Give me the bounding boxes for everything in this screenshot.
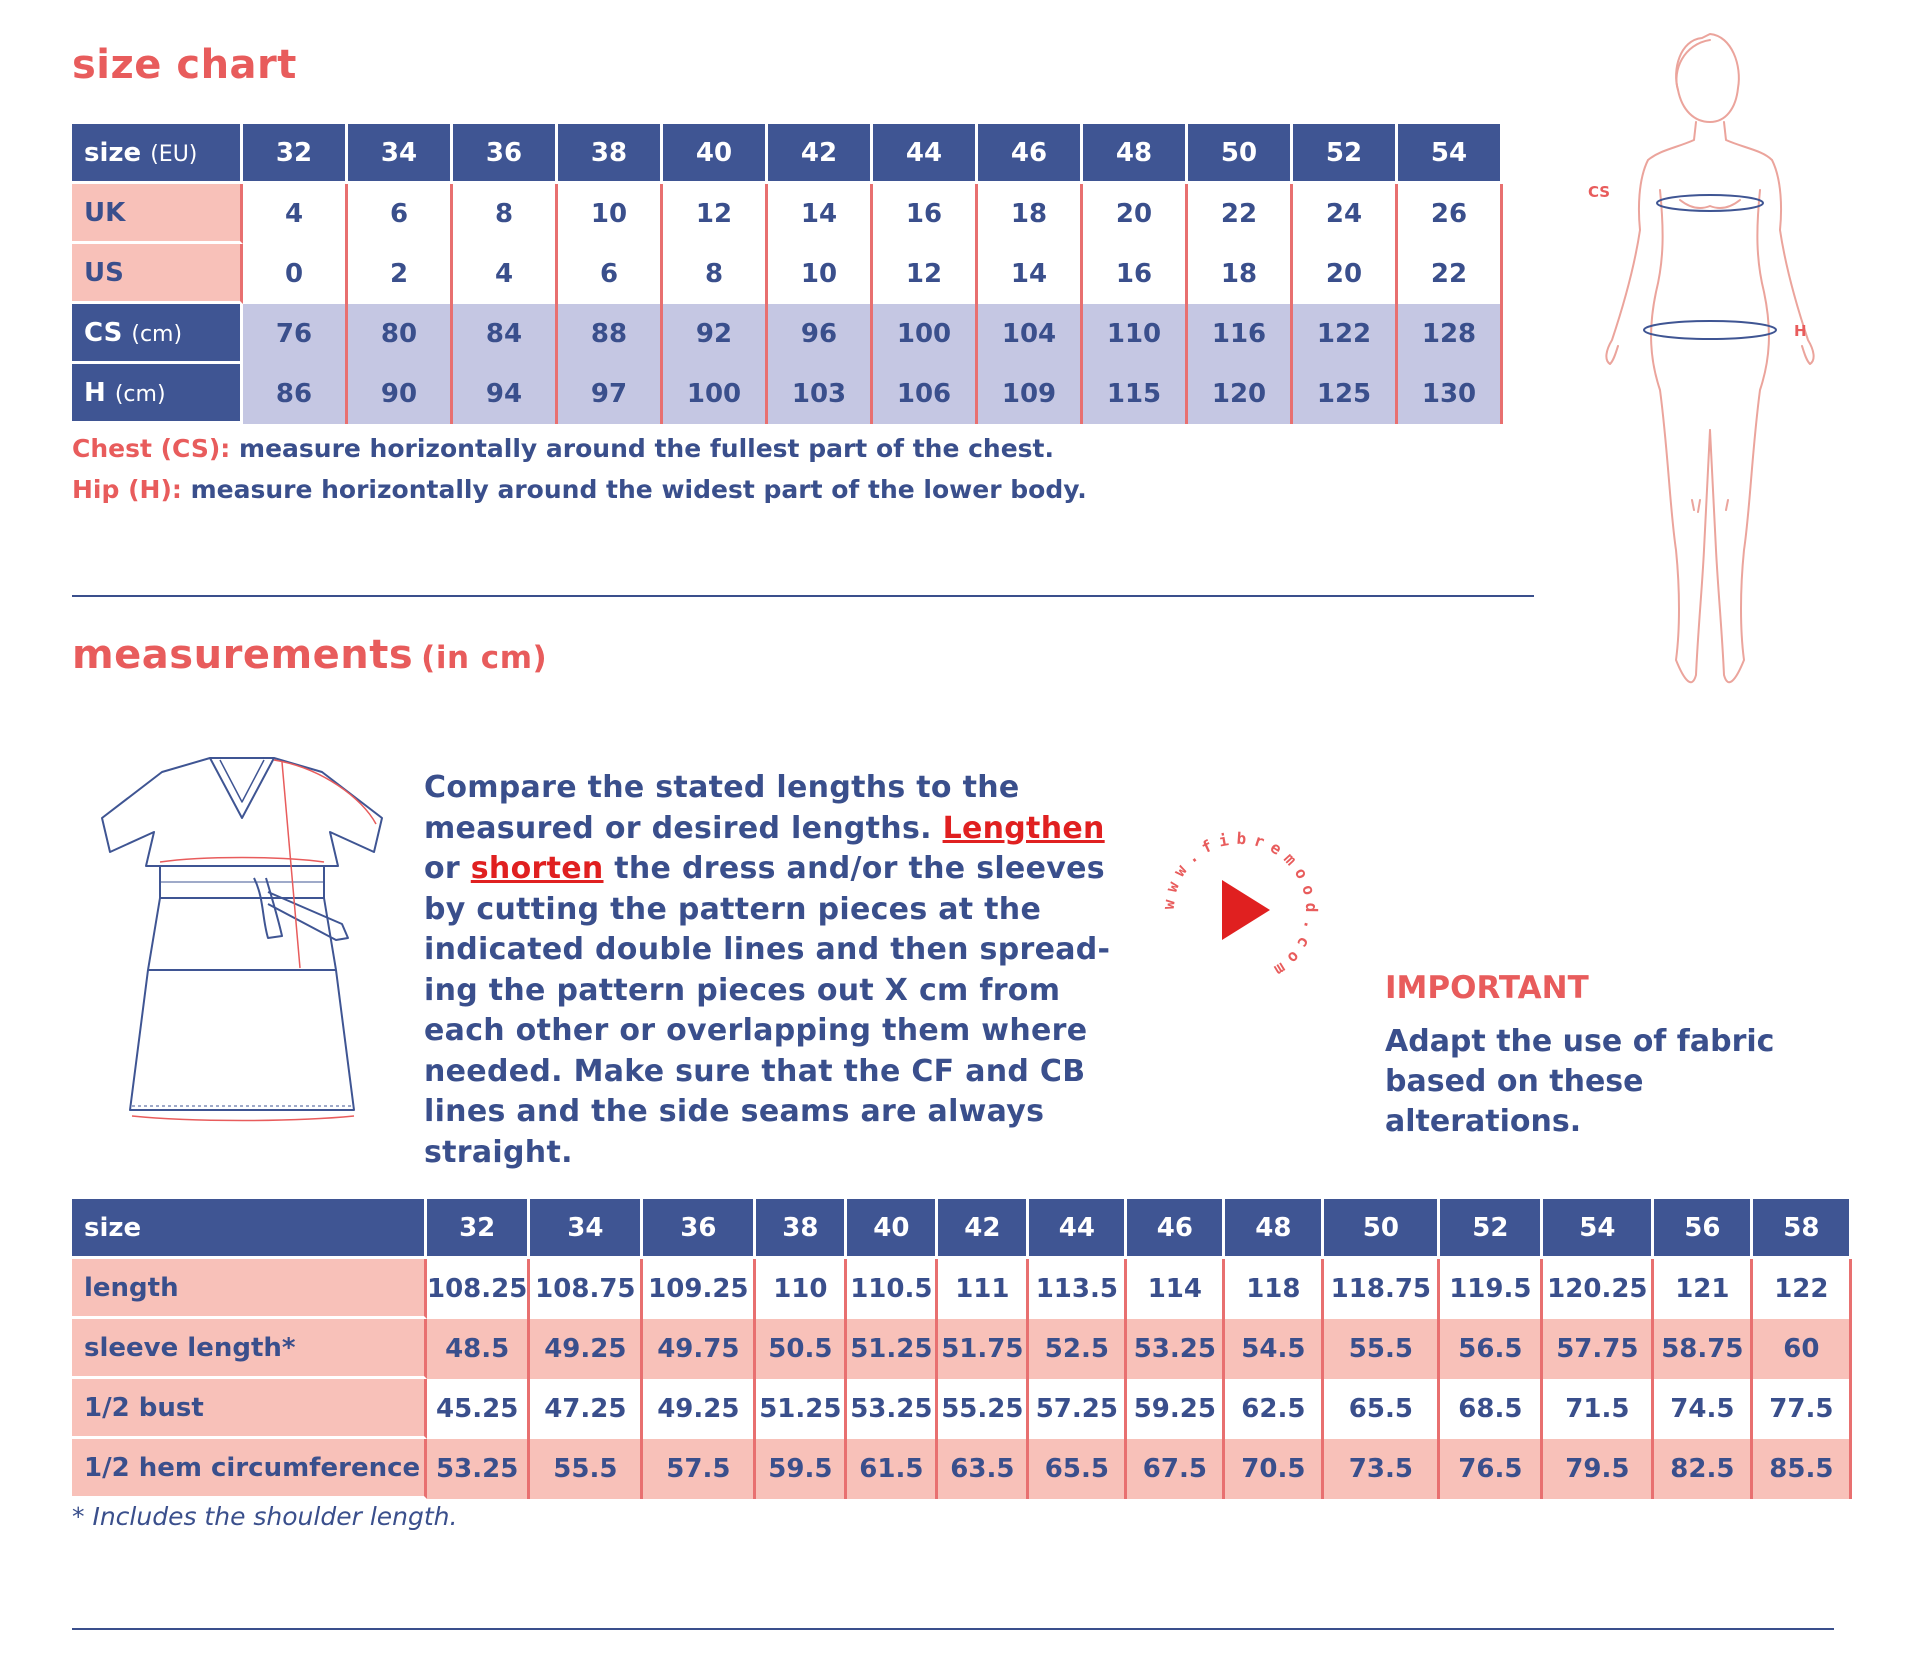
size-header: 44 — [1029, 1199, 1127, 1259]
size-cell: 22 — [1188, 184, 1293, 244]
measurement-cell: 56.5 — [1440, 1319, 1543, 1379]
play-icon — [1222, 880, 1270, 940]
size-header: 38 — [756, 1199, 847, 1259]
size-row-us — [72, 244, 1503, 304]
size-row-h — [72, 364, 1503, 424]
measurement-cell: 60 — [1753, 1319, 1852, 1379]
size-chart-table — [72, 124, 1503, 424]
size-cell: 115 — [1083, 364, 1188, 424]
measurement-cell: 51.75 — [938, 1319, 1029, 1379]
size-cell: 20 — [1083, 184, 1188, 244]
section-divider — [72, 595, 1534, 597]
size-cell: 84 — [453, 304, 558, 364]
measurement-cell: 118 — [1225, 1259, 1324, 1319]
size-eu: 44 — [873, 124, 978, 184]
measurement-cell: 49.25 — [643, 1379, 756, 1439]
size-header: 56 — [1654, 1199, 1753, 1259]
measurement-cell: 58.75 — [1654, 1319, 1753, 1379]
lengthen-link[interactable]: Lengthen — [942, 810, 1105, 846]
size-header: 54 — [1543, 1199, 1654, 1259]
measurement-cell: 109.25 — [643, 1259, 756, 1319]
row-label: US — [72, 244, 243, 304]
measurement-cell: 57.5 — [643, 1439, 756, 1499]
measurement-cell: 113.5 — [1029, 1259, 1127, 1319]
row-sleeve-length — [72, 1319, 1852, 1379]
measurement-cell: 68.5 — [1440, 1379, 1543, 1439]
size-cell: 90 — [348, 364, 453, 424]
row-label: UK — [72, 184, 243, 244]
size-cell: 103 — [768, 364, 873, 424]
size-cell: 130 — [1398, 364, 1503, 424]
size-cell: 26 — [1398, 184, 1503, 244]
measurement-cell: 110 — [756, 1259, 847, 1319]
measurement-cell: 55.25 — [938, 1379, 1029, 1439]
row-label: CS (cm) — [72, 304, 243, 364]
measurement-cell: 73.5 — [1324, 1439, 1440, 1499]
measurement-cell: 74.5 — [1654, 1379, 1753, 1439]
measurement-cell: 85.5 — [1753, 1439, 1852, 1499]
cs-marker-label: CS — [1588, 183, 1611, 201]
measurement-cell: 110.5 — [847, 1259, 938, 1319]
size-cell: 6 — [348, 184, 453, 244]
badge-url-text: www.fibremood.com — [1158, 828, 1322, 984]
size-eu: 36 — [453, 124, 558, 184]
measurement-cell: 71.5 — [1543, 1379, 1654, 1439]
size-cell: 110 — [1083, 304, 1188, 364]
measurement-cell: 62.5 — [1225, 1379, 1324, 1439]
size-cell: 76 — [243, 304, 348, 364]
row-label: 1/2 bust — [72, 1379, 427, 1439]
measurements-header-label: size — [72, 1199, 427, 1259]
size-header: 34 — [530, 1199, 643, 1259]
size-cell: 14 — [978, 244, 1083, 304]
row-half-bust — [72, 1379, 1852, 1439]
measurement-cell: 59.5 — [756, 1439, 847, 1499]
size-cell: 18 — [1188, 244, 1293, 304]
measurement-cell: 55.5 — [1324, 1319, 1440, 1379]
row-label: sleeve length* — [72, 1319, 427, 1379]
size-cell: 125 — [1293, 364, 1398, 424]
important-text: Adapt the use of fabric based on these alterations. — [1385, 1024, 1775, 1139]
size-cell: 100 — [663, 364, 768, 424]
size-cell: 128 — [1398, 304, 1503, 364]
measurement-cell: 76.5 — [1440, 1439, 1543, 1499]
size-cell: 120 — [1188, 364, 1293, 424]
size-eu: 32 — [243, 124, 348, 184]
size-cell: 94 — [453, 364, 558, 424]
measurement-cell: 61.5 — [847, 1439, 938, 1499]
measurement-cell: 57.25 — [1029, 1379, 1127, 1439]
size-header: 36 — [643, 1199, 756, 1259]
footnote: * Includes the shoulder length. — [72, 1502, 458, 1531]
hip-note: Hip (H): measure horizontally around the widest part of the lower body. — [72, 475, 1087, 504]
shorten-link[interactable]: shorten — [470, 851, 604, 886]
measurement-cell: 52.5 — [1029, 1319, 1127, 1379]
size-cell: 22 — [1398, 244, 1503, 304]
measurement-cell: 48.5 — [427, 1319, 530, 1379]
measurements-title: measurements (in cm) — [72, 632, 548, 678]
measurement-cell: 120.25 — [1543, 1259, 1654, 1319]
size-cell: 97 — [558, 364, 663, 424]
important-heading: IMPORTANT — [1385, 970, 1589, 1006]
measurement-cell: 82.5 — [1654, 1439, 1753, 1499]
measurement-cell: 108.25 — [427, 1259, 530, 1319]
size-eu: 46 — [978, 124, 1083, 184]
size-cell: 96 — [768, 304, 873, 364]
measurement-cell: 59.25 — [1127, 1379, 1225, 1439]
measurement-cell: 53.25 — [847, 1379, 938, 1439]
size-eu: 54 — [1398, 124, 1503, 184]
size-cell: 86 — [243, 364, 348, 424]
row-label: length — [72, 1259, 427, 1319]
measurement-cell: 50.5 — [756, 1319, 847, 1379]
measurement-cell: 63.5 — [938, 1439, 1029, 1499]
size-header: 50 — [1324, 1199, 1440, 1259]
size-header: 48 — [1225, 1199, 1324, 1259]
size-cell: 12 — [873, 244, 978, 304]
measurements-header-row — [72, 1199, 1852, 1259]
size-header: 46 — [1127, 1199, 1225, 1259]
size-cell: 116 — [1188, 304, 1293, 364]
measurement-cell: 49.25 — [530, 1319, 643, 1379]
size-cell: 4 — [453, 244, 558, 304]
size-eu: 52 — [1293, 124, 1398, 184]
size-cell: 80 — [348, 304, 453, 364]
size-header: 40 — [847, 1199, 938, 1259]
measurement-cell: 51.25 — [847, 1319, 938, 1379]
size-cell: 6 — [558, 244, 663, 304]
size-cell: 18 — [978, 184, 1083, 244]
size-row-cs — [72, 304, 1503, 364]
size-header: 52 — [1440, 1199, 1543, 1259]
size-cell: 109 — [978, 364, 1083, 424]
size-cell: 16 — [873, 184, 978, 244]
size-eu: 40 — [663, 124, 768, 184]
size-cell: 20 — [1293, 244, 1398, 304]
bottom-divider — [72, 1628, 1834, 1630]
size-row-uk — [72, 184, 1503, 244]
size-chart-title: size chart — [72, 42, 297, 88]
size-cell: 0 — [243, 244, 348, 304]
size-eu: 38 — [558, 124, 663, 184]
body-figure — [1560, 30, 1860, 700]
measurement-cell: 70.5 — [1225, 1439, 1324, 1499]
dress-illustration — [92, 748, 392, 1128]
measurement-cell: 51.25 — [756, 1379, 847, 1439]
size-cell: 12 — [663, 184, 768, 244]
measurement-cell: 108.75 — [530, 1259, 643, 1319]
video-badge[interactable] — [1150, 820, 1330, 1000]
size-cell: 122 — [1293, 304, 1398, 364]
chest-note: Chest (CS): measure horizontally around the fullest part of the chest. — [72, 434, 1055, 463]
size-cell: 8 — [453, 184, 558, 244]
size-chart-header-row — [72, 124, 1503, 184]
measurement-cell: 111 — [938, 1259, 1029, 1319]
measurement-cell: 57.75 — [1543, 1319, 1654, 1379]
size-cell: 14 — [768, 184, 873, 244]
measurement-cell: 47.25 — [530, 1379, 643, 1439]
size-cell: 88 — [558, 304, 663, 364]
alteration-instructions: Compare the stated lengths to the measured or desired lengths. Lengthen or shorten the dress and/or the sleeves by cutting the pattern pieces at the indicated double lines and then spread-ing the pattern pieces out X cm from each other or overlapping them where needed. Make sure that the CF and CB lines and the side seams are always straight. — [424, 770, 1111, 1170]
size-header: 58 — [1753, 1199, 1852, 1259]
measurement-cell: 122 — [1753, 1259, 1852, 1319]
size-eu: 42 — [768, 124, 873, 184]
size-eu: 34 — [348, 124, 453, 184]
measurement-cell: 67.5 — [1127, 1439, 1225, 1499]
row-label: 1/2 hem circumference — [72, 1439, 427, 1499]
measurements-table — [72, 1199, 1852, 1499]
size-cell: 10 — [768, 244, 873, 304]
row-half-hem — [72, 1439, 1852, 1499]
measurement-cell: 65.5 — [1324, 1379, 1440, 1439]
h-marker-label: H — [1794, 322, 1807, 340]
size-cell: 92 — [663, 304, 768, 364]
size-header: 32 — [427, 1199, 530, 1259]
measurement-cell: 79.5 — [1543, 1439, 1654, 1499]
measurement-cell: 65.5 — [1029, 1439, 1127, 1499]
size-cell: 100 — [873, 304, 978, 364]
measurement-cell: 53.25 — [1127, 1319, 1225, 1379]
size-eu: 48 — [1083, 124, 1188, 184]
row-length — [72, 1259, 1852, 1319]
measurement-cell: 121 — [1654, 1259, 1753, 1319]
size-cell: 24 — [1293, 184, 1398, 244]
measurement-cell: 55.5 — [530, 1439, 643, 1499]
measurement-cell: 53.25 — [427, 1439, 530, 1499]
size-cell: 4 — [243, 184, 348, 244]
measurement-cell: 118.75 — [1324, 1259, 1440, 1319]
size-cell: 8 — [663, 244, 768, 304]
size-cell: 16 — [1083, 244, 1188, 304]
size-cell: 10 — [558, 184, 663, 244]
measurement-cell: 77.5 — [1753, 1379, 1852, 1439]
measurement-cell: 49.75 — [643, 1319, 756, 1379]
measurement-cell: 114 — [1127, 1259, 1225, 1319]
size-eu: 50 — [1188, 124, 1293, 184]
size-cell: 106 — [873, 364, 978, 424]
size-chart-header-label: size (EU) — [72, 124, 243, 184]
measurement-cell: 45.25 — [427, 1379, 530, 1439]
size-cell: 2 — [348, 244, 453, 304]
size-header: 42 — [938, 1199, 1029, 1259]
size-cell: 104 — [978, 304, 1083, 364]
measurement-cell: 119.5 — [1440, 1259, 1543, 1319]
row-label: H (cm) — [72, 364, 243, 424]
measurement-cell: 54.5 — [1225, 1319, 1324, 1379]
